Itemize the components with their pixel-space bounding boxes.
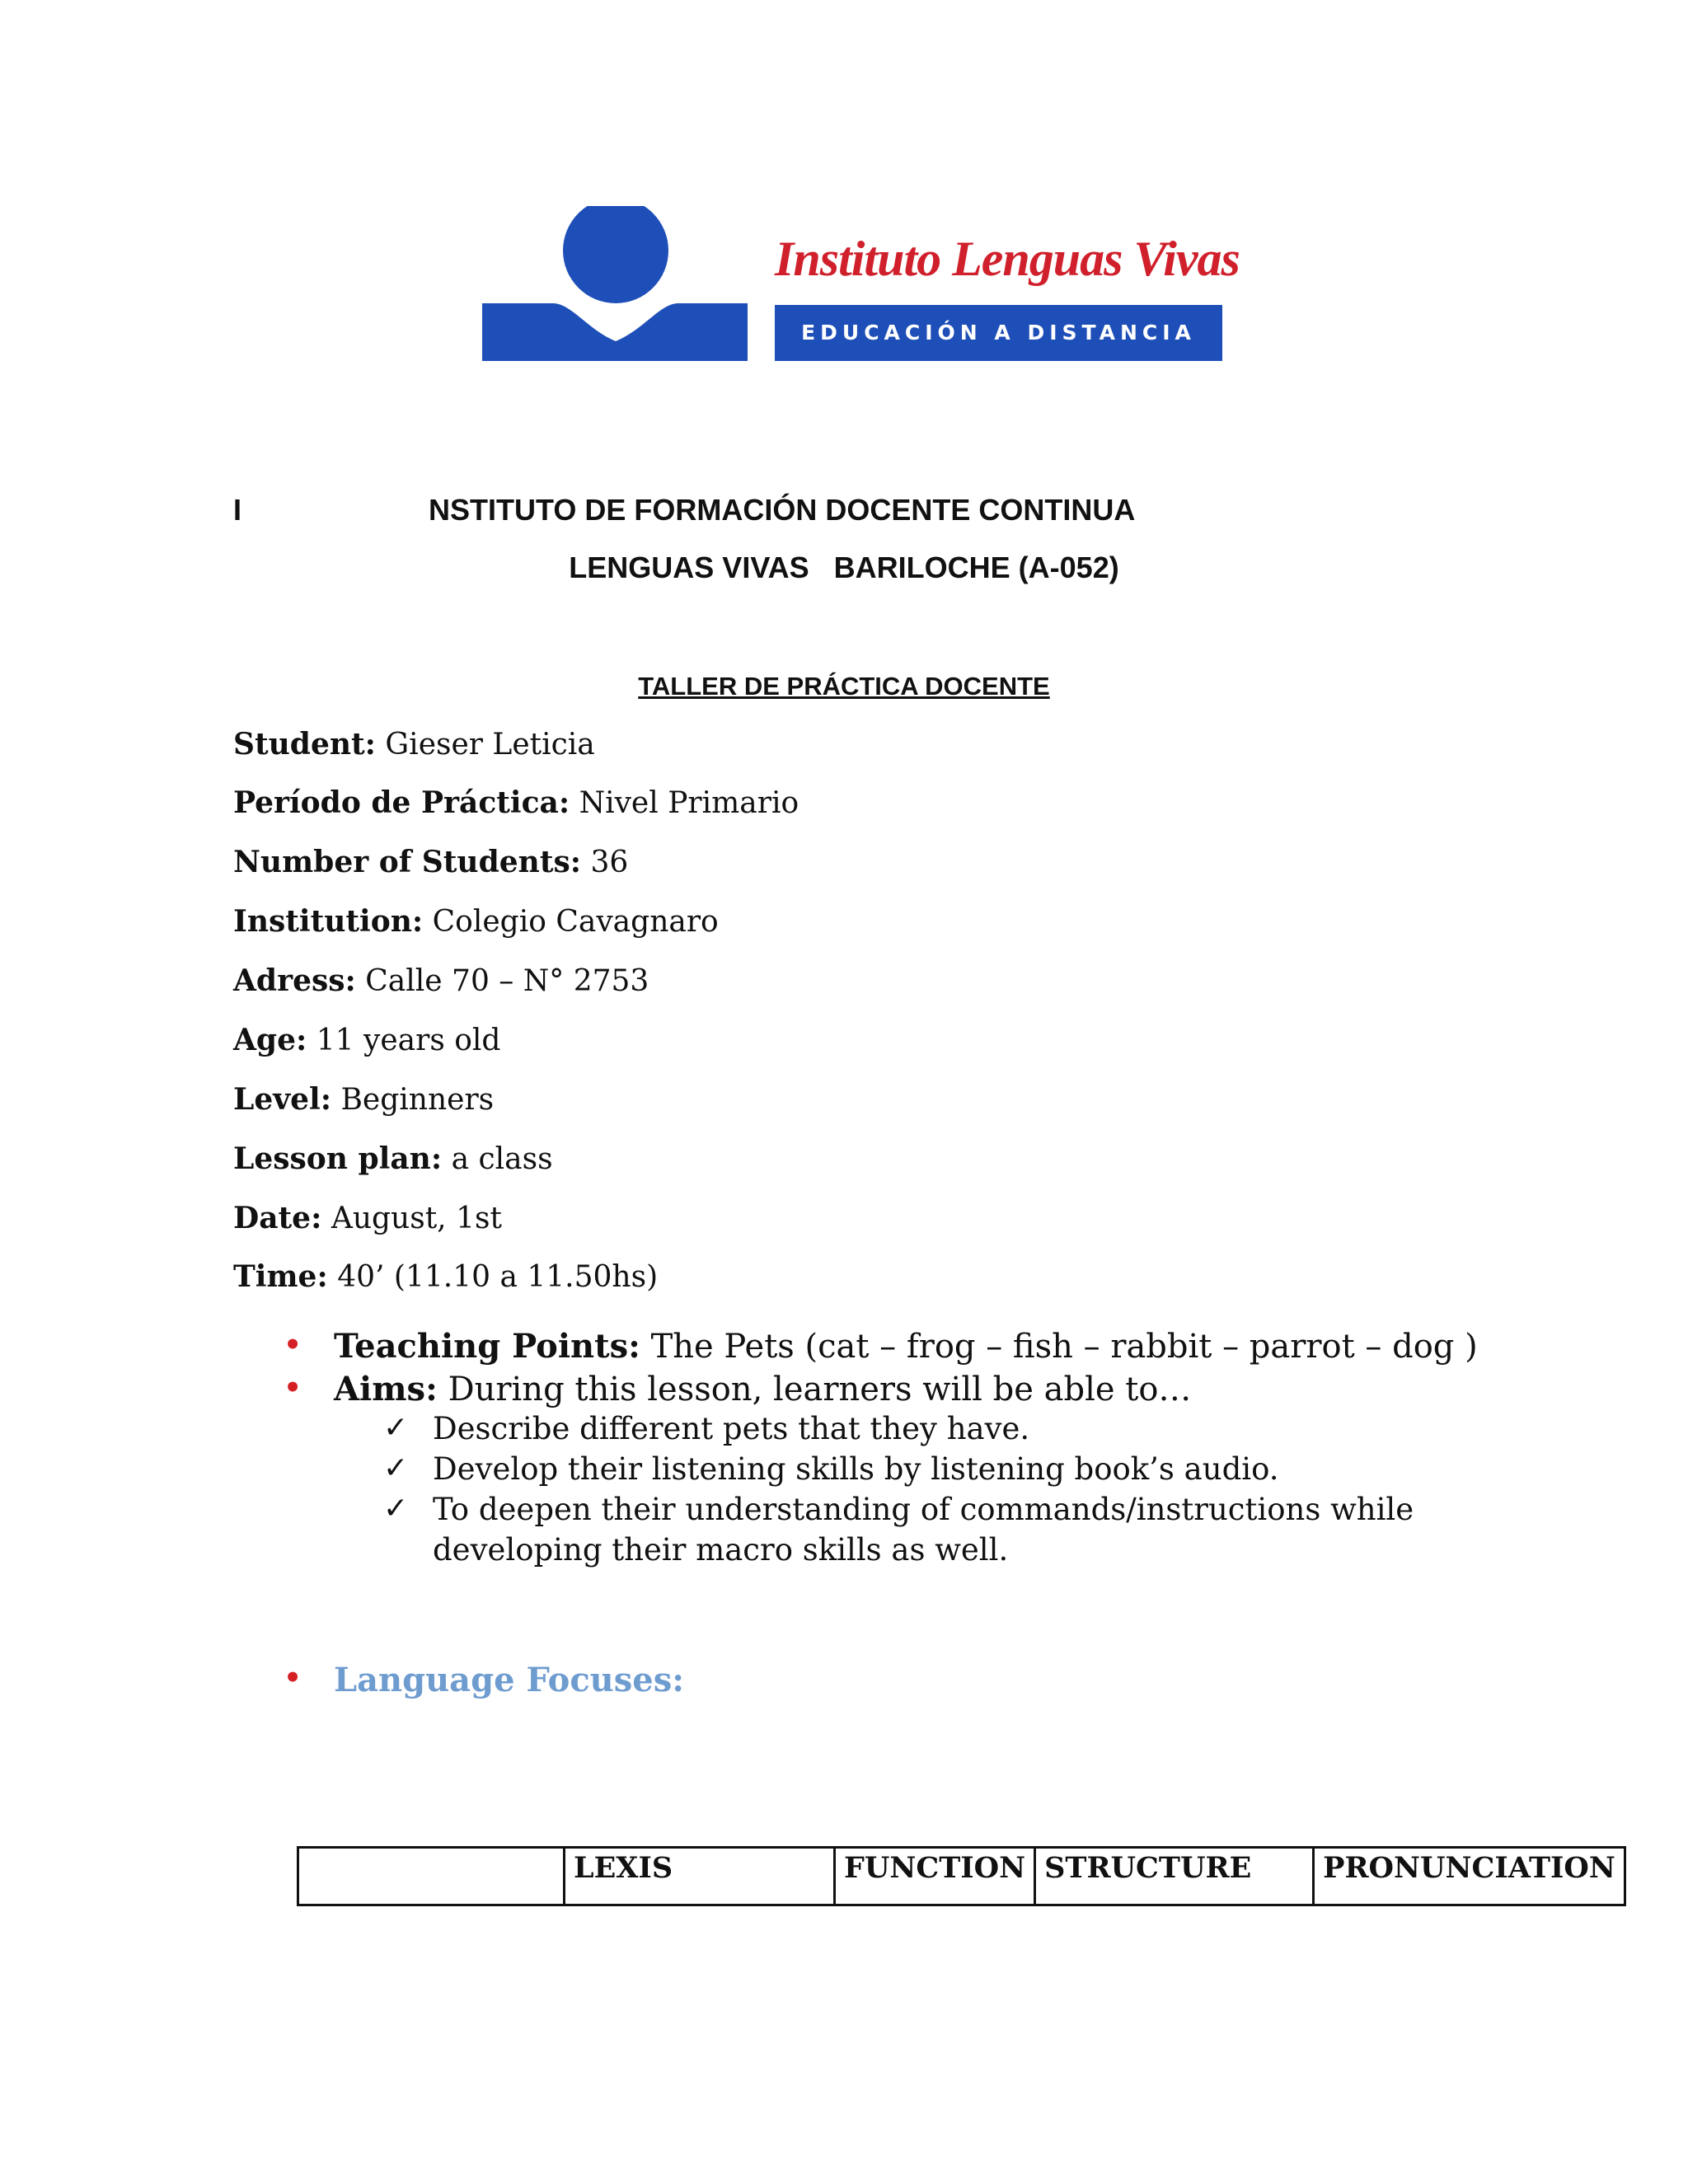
info-date: Date: August, 1st bbox=[233, 1201, 502, 1235]
aim-item: To deepen their understanding of commands/instructions while bbox=[433, 1492, 1414, 1527]
logo-subtitle: EDUCACIÓN A DISTANCIA bbox=[775, 305, 1222, 361]
table-header-lexis: LEXIS bbox=[565, 1848, 835, 1905]
checkmark-icon: ✓ bbox=[383, 1492, 409, 1526]
aims: Aims: During this lesson, learners will be able to… bbox=[334, 1370, 1192, 1408]
table-header-pronunciation: PRONUNCIATION bbox=[1314, 1848, 1625, 1905]
info-student: Student: Gieser Leticia bbox=[233, 727, 595, 762]
header-initial: I bbox=[233, 493, 242, 527]
aim-item: Develop their listening skills by listening book’s audio. bbox=[433, 1451, 1279, 1487]
aim-item: Describe different pets that they have. bbox=[433, 1411, 1030, 1446]
bullet-icon: • bbox=[283, 1658, 303, 1698]
info-institution: Institution: Colegio Cavagnaro bbox=[233, 904, 719, 939]
bullet-icon: • bbox=[283, 1368, 303, 1408]
table-header-structure: STRUCTURE bbox=[1035, 1848, 1314, 1905]
header-workshop: TALLER DE PRÁCTICA DOCENTE bbox=[638, 672, 1050, 701]
teaching-points: Teaching Points: The Pets (cat – frog – fish – rabbit – parrot – dog ) bbox=[334, 1327, 1478, 1366]
info-lesson-plan: Lesson plan: a class bbox=[233, 1141, 553, 1176]
table-header-function: FUNCTION bbox=[835, 1848, 1035, 1905]
language-focuses-heading: Language Focuses: bbox=[334, 1661, 685, 1699]
aim-item-continued: developing their macro skills as well. bbox=[433, 1532, 1009, 1568]
logo-title: Instituto Lenguas Vivas bbox=[775, 232, 1240, 286]
info-address: Adress: Calle 70 – N° 2753 bbox=[233, 963, 649, 998]
header-campus: LENGUAS VIVAS BARILOCHE (A-052) bbox=[569, 551, 1119, 584]
language-focus-table bbox=[297, 1846, 1626, 1906]
table-header-row bbox=[298, 1848, 1625, 1905]
bullet-icon: • bbox=[283, 1325, 303, 1365]
checkmark-icon: ✓ bbox=[383, 1411, 409, 1445]
header-institute-name: NSTITUTO DE FORMACIÓN DOCENTE CONTINUA bbox=[429, 493, 1136, 527]
checkmark-icon: ✓ bbox=[383, 1451, 409, 1485]
table-header-cell bbox=[298, 1848, 565, 1905]
info-age: Age: 11 years old bbox=[233, 1023, 501, 1057]
info-number-of-students: Number of Students: 36 bbox=[233, 845, 629, 879]
info-time: Time: 40’ (11.10 a 11.50hs) bbox=[233, 1259, 659, 1294]
info-practice-period: Período de Práctica: Nivel Primario bbox=[233, 785, 799, 820]
logo-emblem-icon bbox=[482, 206, 762, 371]
info-level: Level: Beginners bbox=[233, 1082, 495, 1117]
institute-logo bbox=[482, 206, 1240, 371]
